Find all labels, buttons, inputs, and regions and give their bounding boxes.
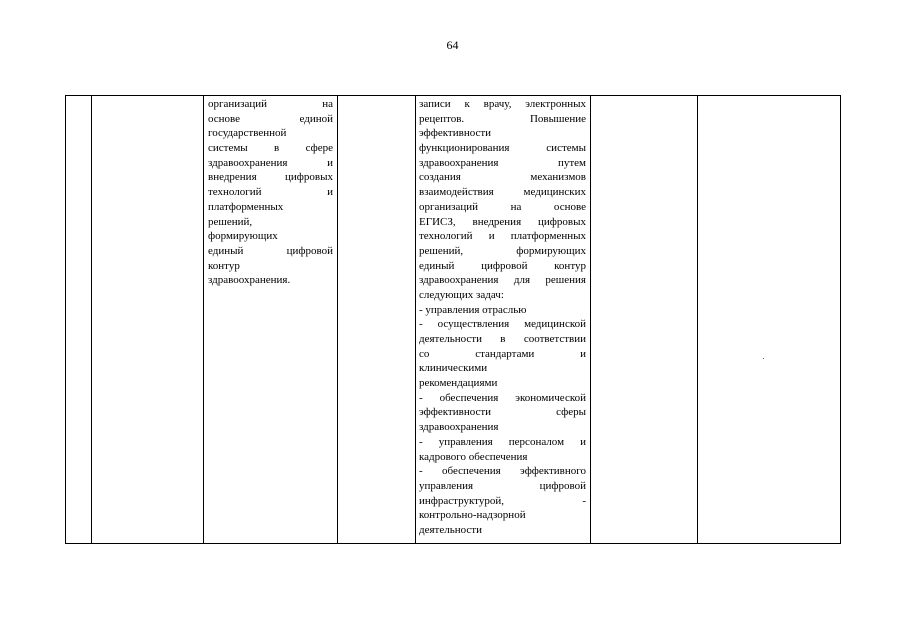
cell-line: контур — [208, 259, 240, 272]
cell-line: организаций на — [208, 98, 333, 110]
cell-line: системы в сфере — [208, 142, 333, 155]
cell-line: решений, формирующих — [419, 244, 586, 257]
cell-line: деятельности в соответствии — [419, 333, 586, 345]
cell-line: клиническими — [419, 362, 488, 375]
page-number: 64 — [446, 38, 459, 52]
cell-column-3 — [208, 97, 333, 288]
column-divider-5 — [590, 96, 591, 543]
cell-line: контрольно-надзорной — [419, 509, 526, 522]
cell-line: - управления отраслью — [419, 303, 527, 316]
cell-line: внедрения цифровых — [208, 171, 333, 184]
cell-line: решений, — [208, 215, 253, 228]
cell-line: функционирования системы — [419, 142, 586, 155]
cell-line: рецептов. Повышение — [419, 112, 586, 125]
cell-line: создания механизмов — [419, 171, 586, 184]
column-divider-4 — [415, 96, 416, 543]
cell-line: здравоохранения и — [208, 156, 333, 169]
cell-line: записи к врачу, электронных — [419, 98, 586, 110]
cell-column-5 — [419, 97, 586, 538]
column-divider-3 — [337, 96, 338, 543]
cell-line: единый цифровой контур — [419, 259, 586, 272]
cell-line: здравоохранения. — [208, 274, 291, 287]
cell-line: со стандартами и — [419, 347, 586, 360]
scan-speck — [763, 358, 764, 359]
cell-line: эффективности — [419, 127, 492, 140]
cell-line: - осуществления медицинской — [419, 318, 586, 331]
cell-line: здравоохранения — [419, 421, 499, 434]
cell-line: кадрового обеспечения — [419, 450, 528, 463]
cell-line: следующих задач: — [419, 288, 504, 301]
cell-line: - обеспечения экономической — [419, 391, 586, 404]
cell-line: государственной — [208, 127, 287, 140]
cell-line: основе единой — [208, 112, 333, 125]
cell-line: здравоохранения путем — [419, 156, 586, 169]
cell-line: единый цифровой — [208, 244, 333, 257]
cell-line: - управления персоналом и — [419, 435, 586, 448]
cell-line: технологий и платформенных — [419, 230, 586, 243]
document-table — [65, 95, 841, 544]
cell-line: инфраструктурой, - — [419, 494, 586, 507]
cell-line: деятельности — [419, 523, 482, 536]
cell-line: формирующих — [208, 230, 278, 243]
cell-line: организаций на основе — [419, 200, 586, 213]
cell-line: здравоохранения для решения — [419, 274, 586, 287]
cell-line: эффективности сферы — [419, 406, 586, 419]
column-divider-2 — [203, 96, 204, 543]
cell-line: ЕГИСЗ, внедрения цифровых — [419, 215, 586, 228]
cell-line: управления цифровой — [419, 479, 586, 492]
cell-line: рекомендациями — [419, 377, 498, 390]
cell-line: платформенных — [208, 200, 284, 213]
column-divider-6 — [697, 96, 698, 543]
column-divider-1 — [91, 96, 92, 543]
cell-line: - обеспечения эффективного — [419, 465, 586, 478]
cell-line: взаимодействия медицинских — [419, 186, 586, 199]
cell-line: технологий и — [208, 186, 333, 199]
